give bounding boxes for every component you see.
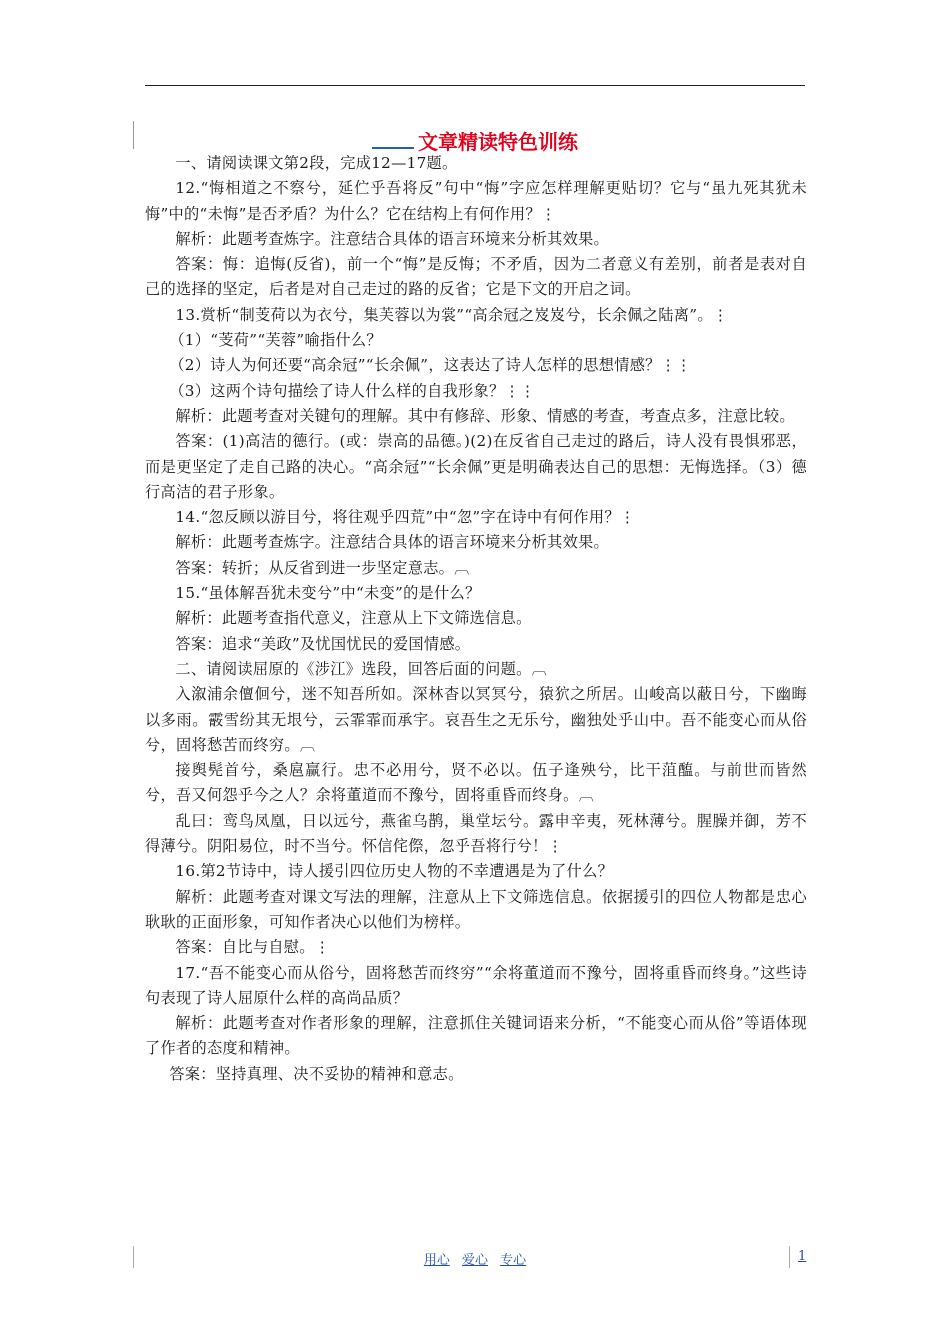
- footer-divider: [789, 1246, 790, 1268]
- document-body: [145, 151, 807, 1087]
- paragraph: 答案：悔：追悔(反省)，前一个“悔”是反悔；不矛盾，因为二者意义有差别，前者是表对自己的选择的坚定，后者是对自己走过的路的反省；它是下文的开启之词。: [145, 255, 807, 299]
- page-title: 文章精读特色训练: [418, 130, 578, 154]
- paragraph: 乱曰：鸾鸟凤凰，日以远兮，燕雀乌鹊，巢堂坛兮。露申辛夷，死林薄兮。腥臊并御，芳不得薄兮。阴阳易位，时不当兮。怀信侘傺，忽乎吾将行兮！⋮: [145, 811, 807, 856]
- paragraph: （2）诗人为何还要“高余冠”“长余佩”，这表达了诗人怎样的思想情感？⋮⋮: [169, 356, 692, 375]
- paragraph: （1）“芰荷”“芙蓉”喻指什么？: [169, 331, 382, 350]
- paragraph: 13.赏析“制芰荷以为衣兮，集芙蓉以为裳”“高余冠之岌岌兮，长余佩之陆离”。⋮: [175, 305, 729, 324]
- paragraph: 15.“虽体解吾犹未变兮”中“未变”的是什么？: [175, 584, 481, 603]
- paragraph: （3）这两个诗句描绘了诗人什么样的自我形象？⋮⋮: [169, 381, 536, 400]
- footer-item-3: 专心: [500, 1253, 527, 1268]
- paragraph: 答案：(1)高洁的德行。(或：崇高的品德。)(2)在反省自己走过的路后，诗人没有畏惧邪恶，而是更坚定了走自己路的决心。“高余冠”“长余佩”更是明确表达自己的思想：无悔选择。（3）德行高洁的君子形象。: [145, 432, 807, 501]
- paragraph: 14.“忽反顾以游目兮，将往观乎四荒”中“忽”字在诗中有何作用？⋮: [175, 508, 636, 527]
- paragraph: 入溆浦余儃佪兮，迷不知吾所如。深林杳以冥冥兮，猿狖之所居。山峻高以蔽日兮，下幽晦以多雨。霰雪纷其无垠兮，云霏霏而承宇。哀吾生之无乐兮，幽独处乎山中。吾不能变心而从俗兮，固将愁苦而终穷。︹: [145, 685, 807, 754]
- footer-item-1: 用心: [423, 1253, 450, 1268]
- paragraph: 解析：此题考查对课文写法的理解，注意从上下文筛选信息。依据援引的四位人物都是忠心耿耿的正面形象，可知作者决心以他们为榜样。: [145, 887, 807, 931]
- paragraph: 17.“吾不能变心而从俗兮，固将愁苦而终穷”“余将董道而不豫兮，固将重昏而终身。”这些诗句表现了诗人屈原什么样的高尚品质？: [145, 963, 807, 1007]
- paragraph: 接舆髡首兮，桑扈赢行。忠不必用兮，贤不必以。伍子逢殃兮，比干菹醢。与前世而皆然兮，吾又何怨乎今之人？余将董道而不豫兮，固将重昏而终身。︹: [145, 761, 807, 805]
- paragraph: 解析：此题考查对关键句的理解。其中有修辞、形象、情感的考查，考查点多，注意比较。: [175, 406, 795, 425]
- paragraph: 解析：此题考查炼字。注意结合具体的语言环境来分析其效果。: [175, 533, 610, 552]
- paragraph: 一、请阅读课文第2段，完成12—17题。: [175, 154, 458, 172]
- paragraph: 答案：自比与自慰。⋮: [175, 938, 331, 957]
- header-rule: [145, 85, 805, 86]
- paragraph: 解析：此题考查对作者形象的理解，注意抓住关键词语来分析，“不能变心而从俗”等语体现了作者的态度和精神。: [145, 1014, 807, 1058]
- page-footer: [0, 1249, 950, 1268]
- paragraph: 解析：此题考查炼字。注意结合具体的语言环境来分析其效果。: [175, 229, 610, 248]
- paragraph: 16.第2节诗中，诗人援引四位历史人物的不幸遭遇是为了什么？: [175, 862, 614, 881]
- paragraph: 二、请阅读屈原的《涉江》选段，回答后面的问题。︹: [175, 659, 548, 678]
- paragraph: 答案：转折；从反省到进一步坚定意志。︹: [175, 558, 470, 577]
- page-number: 1: [798, 1249, 807, 1264]
- paragraph: 解析：此题考查指代意义，注意从上下文筛选信息。: [175, 609, 532, 628]
- paragraph: 答案：追求“美政”及忧国忧民的爱国情感。: [175, 634, 471, 653]
- title-blank-underline: [372, 147, 414, 149]
- paragraph: 答案：坚持真理、决不妥协的精神和意志。: [169, 1064, 464, 1083]
- footer-item-2: 爱心: [461, 1253, 488, 1268]
- paragraph: 12.“悔相道之不察兮，延伫乎吾将反”句中“悔”字应怎样理解更贴切？它与“虽九死其犹未悔”中的“未悔”是否矛盾？为什么？它在结构上有何作用？⋮: [145, 179, 807, 223]
